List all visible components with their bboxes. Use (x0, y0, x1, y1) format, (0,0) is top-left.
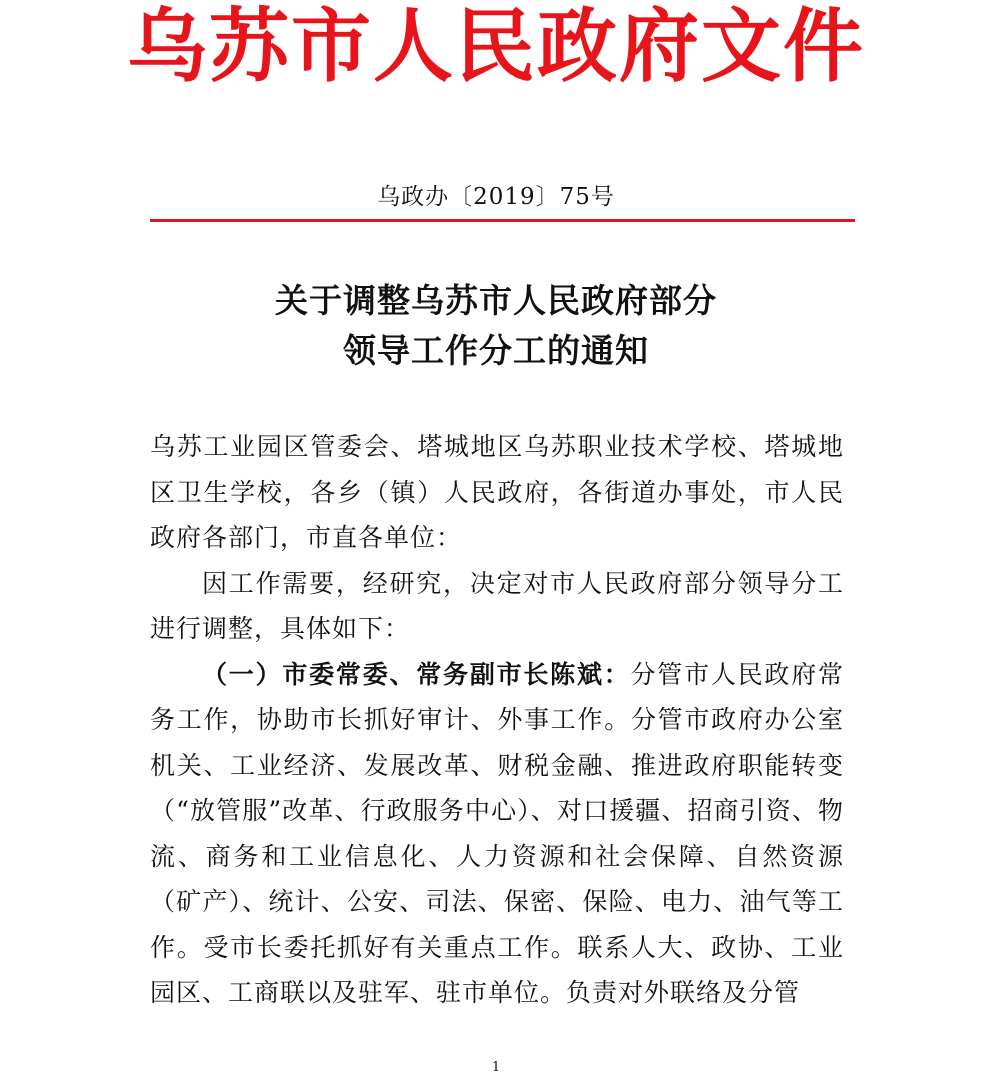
red-separator-line (150, 219, 855, 222)
masthead-title: 乌苏市人民政府文件 (127, 0, 865, 93)
section-1-paragraph (150, 652, 844, 1016)
intro-paragraph: 因工作需要，经研究，决定对市人民政府部分领导分工进行调整，具体如下： (150, 568, 844, 643)
title-line-2: 领导工作分工的通知 (343, 331, 649, 370)
page-number: 1 (491, 1060, 501, 1075)
section-1-text: 分管市人民政府常务工作，协助市长抓好审计、外事工作。分管市政府办公室机关、工业经济、发展改革、财税金融、推进政府职能转变（“放管服”改革、行政服务中心）、对口援疆、招商引资、物流、商务和工业信息化、人力资源和社会保障、自然资源（矿产）、统计、公安、司法、保密、保险、电力、油气等工作。受市长委托抓好有关重点工作。联系人大、政协、工业园区、工商联以及驻军、驻市单位。负责对外联络及分管 (150, 659, 844, 1007)
document-body (150, 424, 844, 1016)
document-title (0, 276, 992, 376)
addressee-paragraph: 乌苏工业园区管委会、塔城地区乌苏职业技术学校、塔城地区卫生学校，各乡（镇）人民政府，各街道办事处，市人民政府各部门，市直各单位： (150, 432, 844, 552)
document-number: 乌政办〔2019〕75号 (377, 184, 615, 210)
title-line-1: 关于调整乌苏市人民政府部分 (275, 281, 717, 320)
section-1-heading: （一）市委常委、常务副市长陈斌： (202, 659, 631, 689)
